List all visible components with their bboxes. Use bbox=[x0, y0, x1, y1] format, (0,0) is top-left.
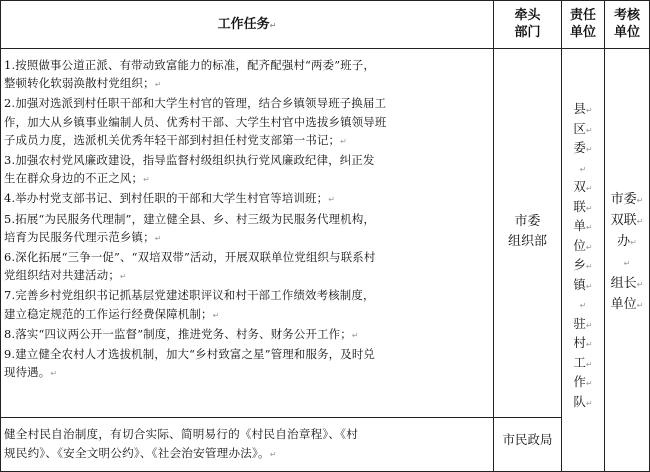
paragraph-mark: ↵ bbox=[585, 145, 593, 154]
row-separator bbox=[0, 417, 561, 418]
task-line: 9.建立健全农村人才选拔机制，加大“乡村致富之星”管理和服务，及时兑 bbox=[4, 347, 376, 362]
task-line: 生在群众身边的不正之风；↵ bbox=[4, 171, 150, 186]
paragraph-mark: ↵ bbox=[585, 340, 593, 349]
assess-unit-line: 市委↵ bbox=[610, 192, 644, 207]
resp-unit-char: 双↵ bbox=[573, 179, 593, 194]
row2-task bbox=[4, 425, 492, 464]
assess-unit-line: 双联↵ bbox=[610, 213, 644, 228]
resp-unit-char: 单↵ bbox=[573, 218, 593, 233]
resp-unit-char: 乡↵ bbox=[573, 257, 593, 272]
paragraph-mark: ↵ bbox=[585, 242, 593, 252]
paragraph-mark: ↵ bbox=[636, 280, 644, 289]
header-task: 工作任务↵ bbox=[217, 17, 277, 32]
resp-unit-char: 镇↵ bbox=[573, 276, 593, 292]
task-line: 4.举办村党支部书记、到村任职的干部和大学生村官等培训班；↵ bbox=[4, 191, 336, 206]
paragraph-mark: ↵ bbox=[579, 301, 587, 310]
task-line: 8.落实“四议两公开一监督”制度，推进党务、村务、财务公开工作；↵ bbox=[4, 326, 359, 341]
paragraph-mark: ↵ bbox=[630, 238, 637, 247]
paragraph-mark: ↵ bbox=[154, 80, 162, 90]
paragraph-mark: ↵ bbox=[585, 281, 593, 291]
paragraph-mark: ↵ bbox=[585, 320, 593, 330]
row2-task-line: 健全村民自治制度，有切合实际、简明易行的《村民自治章程》、《村 bbox=[4, 427, 359, 441]
paragraph-mark: ↵ bbox=[585, 262, 593, 271]
paragraph-mark: ↵ bbox=[212, 310, 220, 320]
task-line: 7.完善乡村党组织书记抓基层党建述职评议和村干部工作绩效考核制度， bbox=[4, 288, 375, 303]
paragraph-mark: ↵ bbox=[340, 136, 348, 146]
task-line: 6.深化拓展“三争一促”、“双培双带”活动，开展双联单位党组织与联系村 bbox=[4, 250, 376, 265]
task-line: 培育为民服务代理示范乡镇；↵ bbox=[4, 229, 162, 244]
header-lead-dept: 牵头 部门 bbox=[514, 8, 541, 40]
header-resp-unit: 责任 单位 bbox=[569, 8, 596, 40]
task-line: 2.加强对选派到村任职干部和大学生村官的管理，结合乡镇领导班子换届工 bbox=[4, 96, 387, 111]
paragraph-mark: ↵ bbox=[585, 125, 593, 135]
resp-unit-char: 区↵ bbox=[573, 120, 593, 136]
assess-unit-line bbox=[605, 253, 649, 274]
task-list bbox=[4, 56, 492, 383]
table-border-left bbox=[0, 0, 1, 472]
paragraph-mark: ↵ bbox=[585, 223, 593, 232]
paragraph-mark: ↵ bbox=[623, 259, 631, 268]
resp-unit-char: 县↵ bbox=[573, 101, 593, 116]
resp-unit-char: 村↵ bbox=[573, 335, 593, 350]
paragraph-mark: ↵ bbox=[636, 301, 644, 310]
table-border-top bbox=[0, 0, 650, 1]
task-line: 子成员力度，选派机关优秀年轻干部到村担任村党支部第一书记；↵ bbox=[4, 132, 348, 147]
paragraph-mark: ↵ bbox=[351, 330, 359, 340]
paragraph-mark: ↵ bbox=[636, 196, 644, 205]
row2-lead-dept: 市民政局 bbox=[502, 432, 553, 447]
header-separator bbox=[0, 48, 650, 49]
paragraph-mark: ↵ bbox=[579, 164, 587, 174]
paragraph-mark: ↵ bbox=[585, 203, 593, 213]
task-line: 整顿转化软弱涣散村党组织；↵ bbox=[4, 76, 162, 91]
task-line: 作，加大从乡镇事业编制人员、优秀村干部、大学生村官中选拔乡镇领导班 bbox=[4, 114, 387, 129]
paragraph-mark: ↵ bbox=[143, 175, 150, 185]
resp-unit-char bbox=[562, 159, 604, 179]
assess-unit-line: 单位↵ bbox=[610, 297, 644, 312]
paragraph-mark: ↵ bbox=[585, 359, 593, 369]
assess-unit-cell bbox=[605, 190, 649, 316]
paragraph-mark: ↵ bbox=[585, 398, 593, 408]
resp-unit-char: 队↵ bbox=[573, 393, 593, 409]
paragraph-mark: ↵ bbox=[585, 184, 593, 193]
paragraph-mark: ↵ bbox=[585, 379, 593, 388]
paragraph-mark: ↵ bbox=[119, 272, 127, 282]
paragraph-mark: ↵ bbox=[50, 369, 58, 379]
paragraph-mark: ↵ bbox=[585, 106, 593, 115]
task-line: 1.按照做事公道正派、有带动致富能力的标准，配齐配强村“两委”班子， bbox=[4, 58, 376, 72]
header-assess-unit: 考核 单位 bbox=[613, 8, 640, 40]
resp-unit-char: 位↵ bbox=[573, 237, 593, 253]
resp-unit-char: 作↵ bbox=[573, 374, 593, 389]
paragraph-mark: ↵ bbox=[269, 450, 277, 459]
assess-unit-line: 办↵ bbox=[617, 234, 637, 249]
row2-task-line: 规民约》、《安全文明公约》、《社会治安管理办法》。↵ bbox=[4, 446, 277, 460]
paragraph-mark: ↵ bbox=[328, 195, 336, 205]
paragraph-mark: ↵ bbox=[154, 233, 162, 243]
task-line: 党组织结对共建活动；↵ bbox=[4, 268, 127, 283]
task-line: 5.拓展“为民服务代理制”，建立健全县、乡、村三级为民服务代理机构， bbox=[4, 211, 376, 226]
resp-unit-char: 联↵ bbox=[573, 198, 593, 214]
resp-unit-char: 驻↵ bbox=[573, 315, 593, 331]
resp-unit-char: 委↵ bbox=[573, 140, 593, 155]
task-line: 现待遇。↵ bbox=[4, 365, 58, 380]
assess-unit-line: 组长↵ bbox=[610, 276, 644, 291]
task-line: 3.加强农村党风廉政建设，指导监督村级组织执行党风廉政纪律，纠正发 bbox=[4, 153, 375, 168]
paragraph-mark: ↵ bbox=[636, 217, 644, 226]
lead-dept-cell bbox=[494, 212, 561, 252]
lead-dept-line: 市委 bbox=[514, 214, 541, 229]
resp-unit-char bbox=[562, 295, 604, 315]
resp-units-cell bbox=[562, 100, 604, 412]
lead-dept-line: 组织部 bbox=[507, 234, 547, 249]
resp-unit-char: 工↵ bbox=[573, 354, 593, 370]
task-line: 建立稳定规范的工作运行经费保障机制；↵ bbox=[4, 306, 220, 321]
